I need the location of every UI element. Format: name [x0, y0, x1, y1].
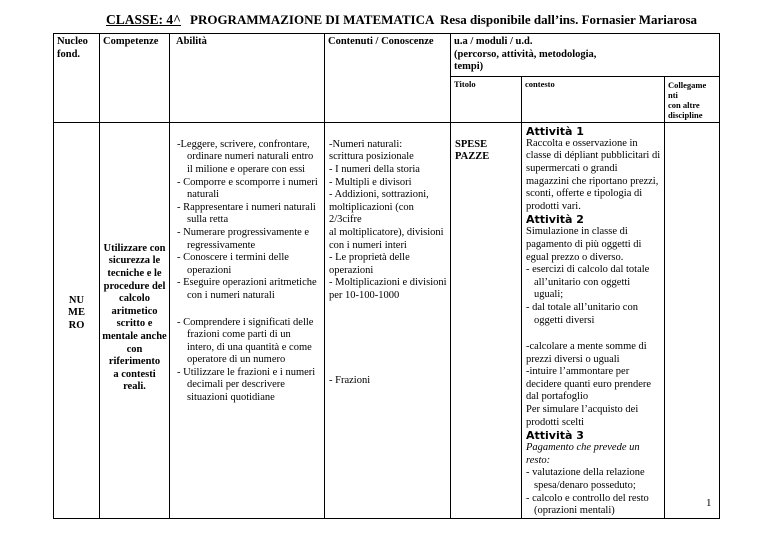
competenze-cell: Utilizzare con sicurezza le tecniche e le procedure del calcolo aritmetico scritto e mentale anche con riferimento a contesti reali.	[100, 122, 170, 518]
collegamenti-cell	[665, 122, 720, 518]
attivita-3-label: Attività 3	[526, 429, 584, 443]
contesto-cell: Attività 1 Raccolta e osservazione in classe di dépliant pubblicitari di supermercati o grandi magazzini che riportano prezzi, sconti, offerte e tipologia di prodotti vari. Attività 2 Simulazione in classe di pagamento di più oggetti di egual prezzo o diverso. - esercizi di calcolo dal totale all’unitario con oggetti uguali; - dal totale all’unitario con oggetti diversi -calcolare a mente somme di prezzi diversi o uguali -intuire l’ammontare per decidere quanti euro prendere dal portafoglio Per simulare l’acquisto dei prodotti scelti Attività 3 Pagamento che prevede un resto: - valutazione della relazione spesa/denaro posseduto; - calcolo e controllo del resto (oprazioni mentali)	[522, 122, 665, 518]
titolo-cell: SPESE PAZZE	[451, 122, 522, 518]
header-nucleo: Nucleo fond.	[54, 34, 100, 123]
header-contesto: contesto	[522, 76, 665, 122]
author-note: Resa disponibile dall’ins. Fornasier Mariarosa	[440, 12, 698, 27]
class-label: CLASSE: 4^	[106, 12, 181, 27]
programme-table	[53, 33, 720, 519]
abilita-cell: -Leggere, scrivere, confrontare, ordinare numeri naturali entro il milione e operare con essi - Comporre e scomporre i numeri naturali - Rappresentare i numeri naturali sulla retta - Numerare progressivamente e regressivamente - Conoscere i termini delle operazioni - Eseguire operazioni aritmetiche con i numeri naturali - Comprendere i significati delle frazioni come parti di un intero, di una quantità e come operatore di un numero - Utilizzare le frazioni e i numeri decimali per descrivere situazioni quotidiane	[170, 122, 325, 518]
nucleo-cell: NU ME RO	[54, 122, 100, 518]
header-contenuti: Contenuti / Conoscenze	[325, 34, 451, 123]
header-collegamenti: Collegame nti con altre discipline	[665, 76, 720, 122]
contenuti-cell: -Numeri naturali: scrittura posizionale - I numeri della storia - Multipli e divisori - Addizioni, sottrazioni, moltiplicazioni (con 2/3cifre al moltiplicatore), divisioni con i numeri interi - Le proprietà delle operazioni - Moltiplicazioni e divisioni per 10-100-1000 - Frazioni	[325, 122, 451, 518]
page-number: 1	[706, 497, 712, 509]
header-ua: u.a / moduli / u.d. (percorso, attività, metodologia, tempi)	[451, 34, 720, 77]
header-competenze: Competenze	[100, 34, 170, 123]
attivita-2-label: Attività 2	[526, 213, 584, 227]
header-abilita: Abilità	[170, 34, 325, 123]
page-title: PROGRAMMAZIONE DI MATEMATICA	[190, 12, 435, 27]
header-titolo: Titolo	[451, 76, 522, 122]
attivita-1-label: Attività 1	[526, 124, 584, 138]
